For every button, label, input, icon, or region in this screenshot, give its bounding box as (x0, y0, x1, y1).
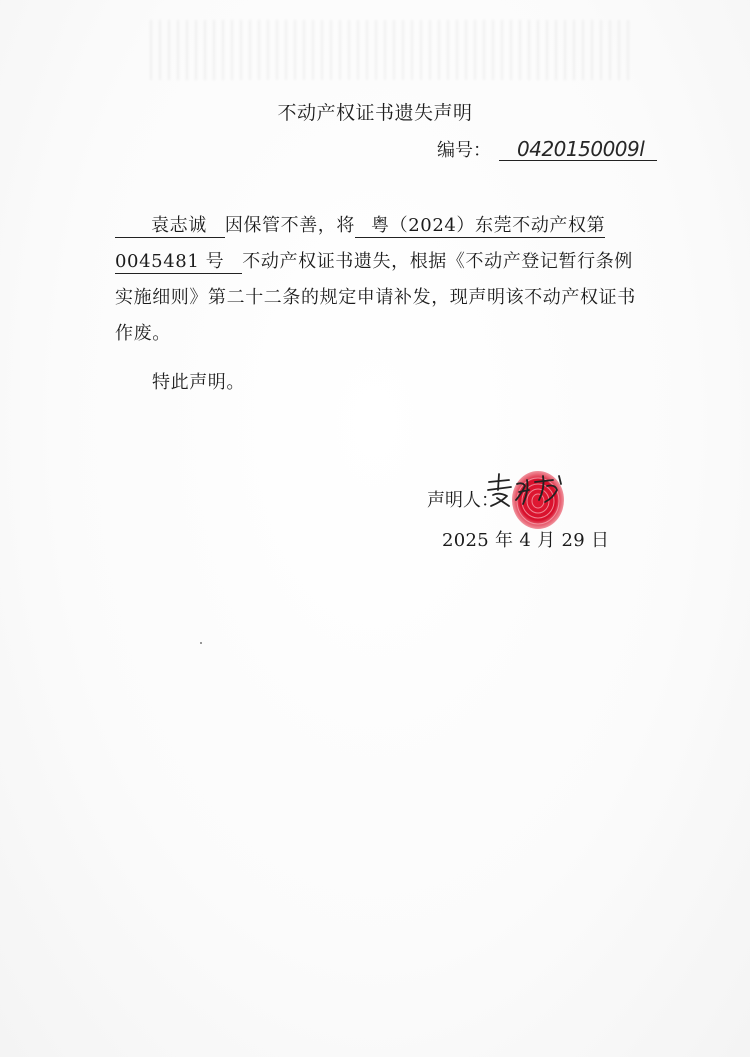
closing-statement: 特此声明。 (152, 372, 245, 393)
declaration-body (115, 208, 645, 352)
handwritten-signature (483, 470, 573, 510)
scan-artifact (150, 20, 630, 80)
handwritten-number: 0420150009l (499, 138, 657, 161)
document-title: 不动产权证书遗失声明 (277, 102, 473, 124)
certificate-number-part-1: 粤（2024）东莞不动产 (355, 215, 568, 238)
scan-speck (200, 642, 202, 644)
declarant-label: 声明人： (427, 490, 499, 511)
declarant-name: 袁志诚 (115, 215, 225, 238)
body-text-2: 不动产权证书遗失，根据《不动产登记暂行条例实施细则》第二十二条的规定申请补发，现声明该不动产权证书作废。 (115, 251, 636, 344)
declaration-date: 2025 年 4 月 29 日 (442, 530, 610, 551)
document-number-line (437, 136, 657, 162)
number-label: 编号： (437, 140, 491, 161)
certificate-number-part-2: 权第 0045481 号 (115, 215, 606, 272)
body-text-1: 因保管不善，将 (224, 215, 356, 236)
